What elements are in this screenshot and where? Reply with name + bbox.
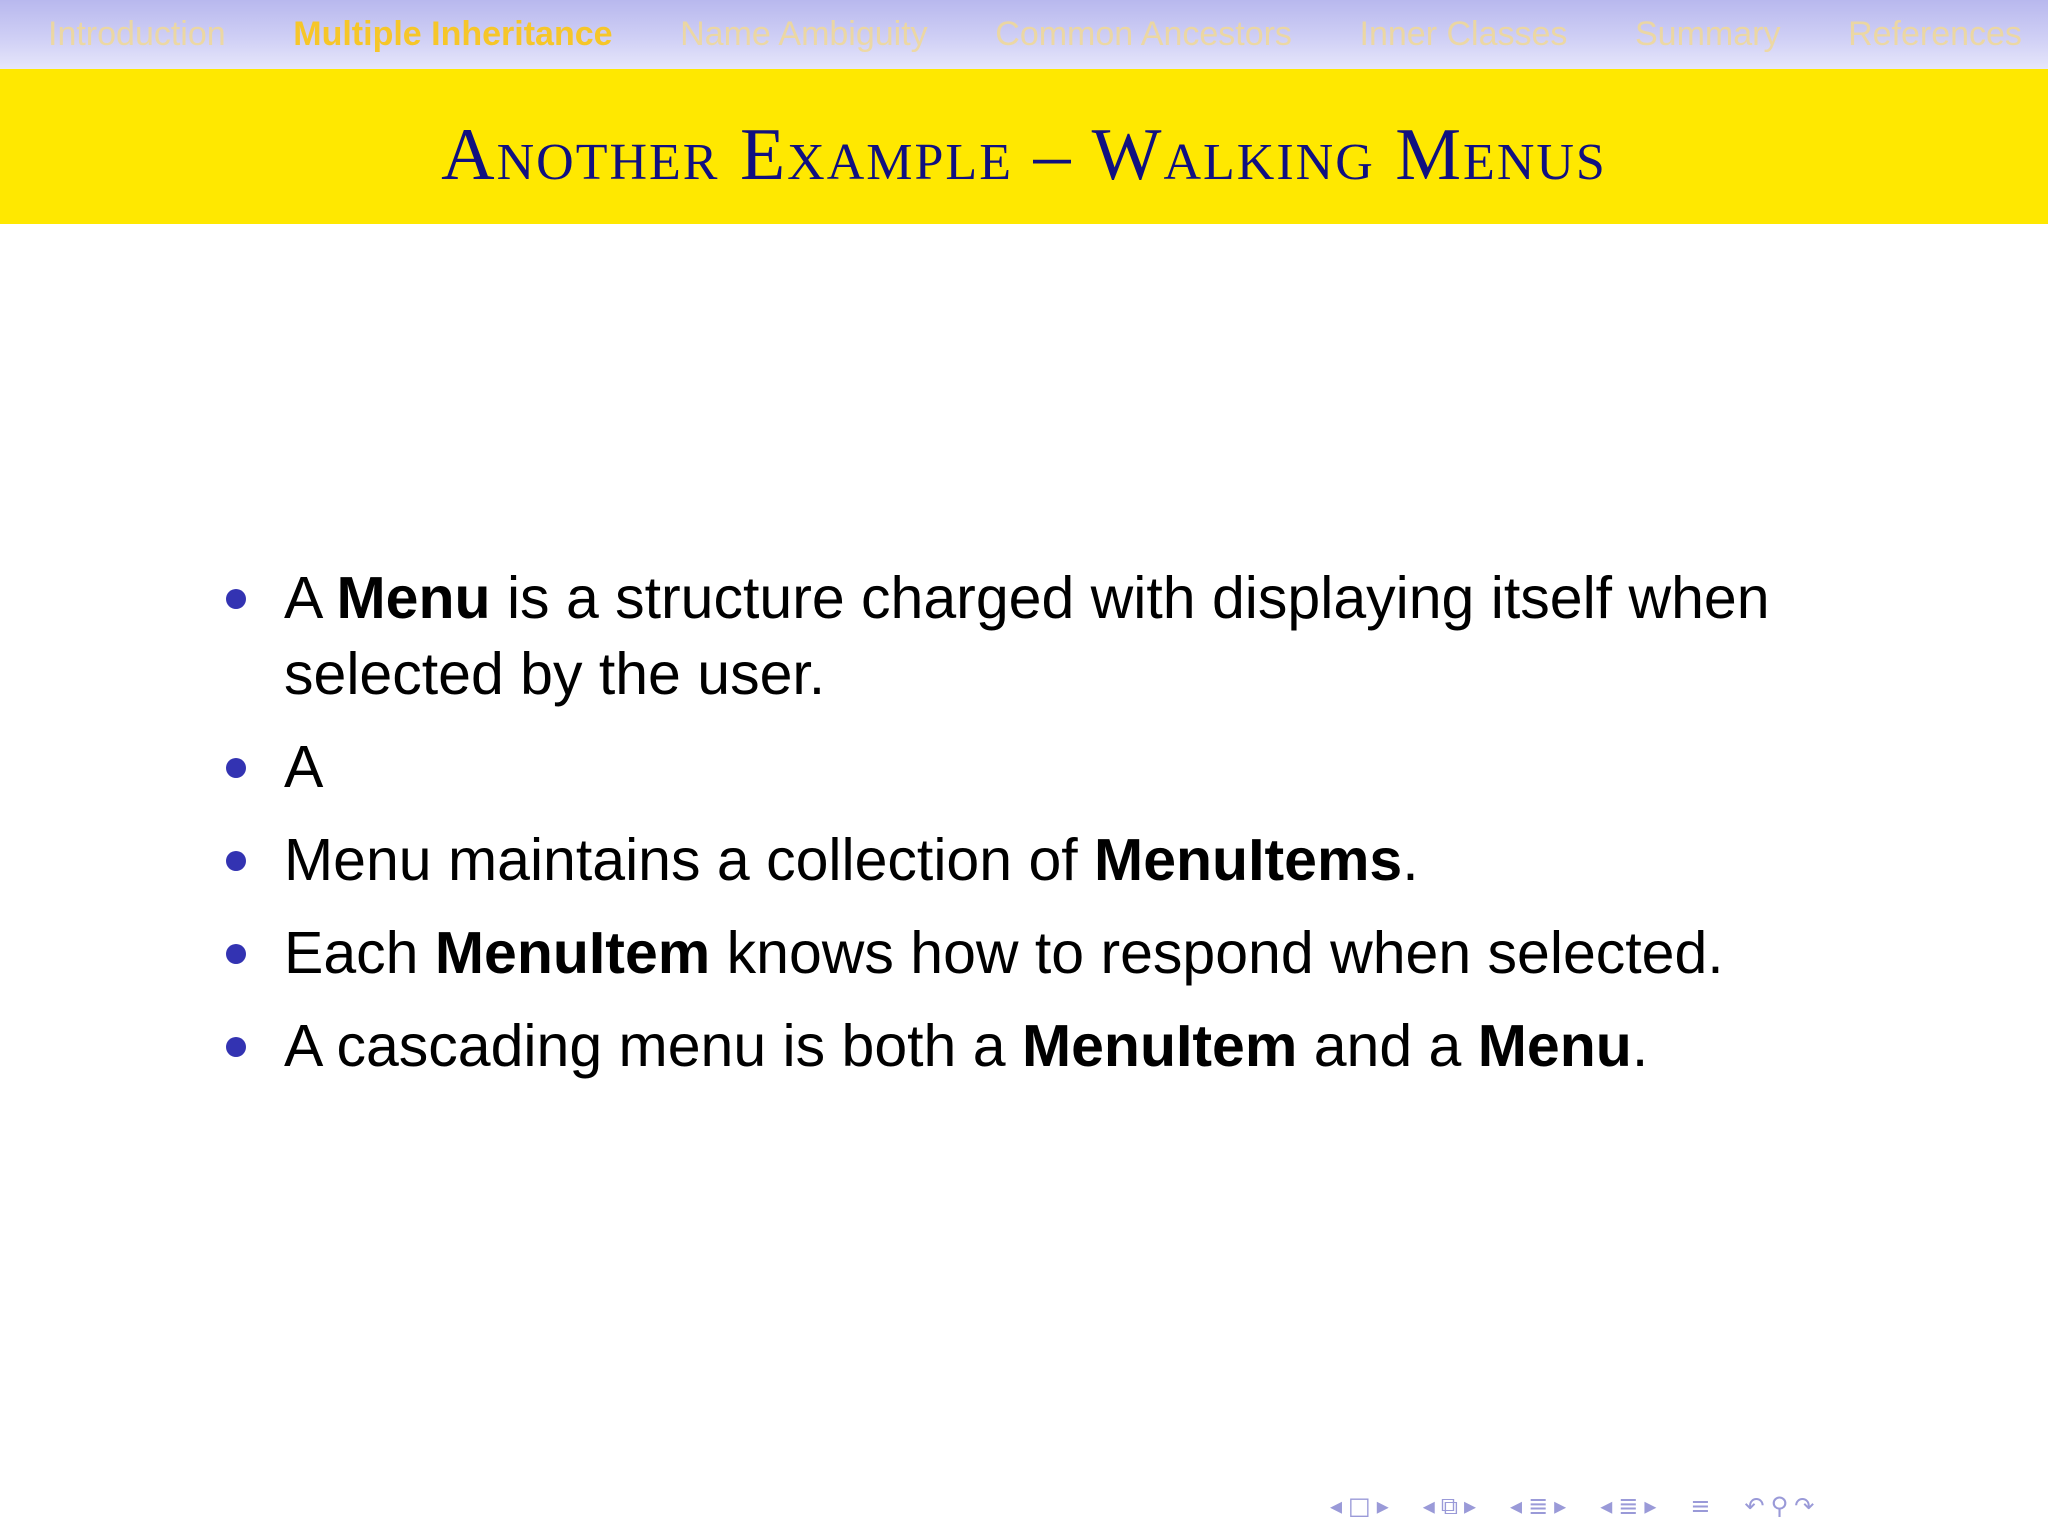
bullet-item bbox=[222, 1008, 1862, 1084]
bullet-keyword: Menu bbox=[336, 565, 491, 631]
arrow-left-icon[interactable]: ◂ bbox=[1600, 1492, 1613, 1520]
bullet-keyword: MenuItem bbox=[434, 920, 711, 986]
arrow-right-icon[interactable]: ▸ bbox=[1644, 1492, 1657, 1520]
bullet-text: Each bbox=[284, 920, 435, 986]
slide-content bbox=[222, 560, 1862, 1101]
nav-section-references[interactable]: References bbox=[1848, 15, 2022, 53]
frame-title-bar bbox=[0, 69, 2048, 224]
bullet-dot-icon bbox=[226, 1037, 246, 1057]
nav-section-name-ambiguity[interactable]: Name Ambiguity bbox=[680, 15, 928, 53]
nav-section-multiple-inheritance[interactable]: Multiple Inheritance bbox=[293, 15, 613, 53]
bullet-text: A bbox=[284, 734, 324, 800]
arrow-right-icon[interactable]: ▸ bbox=[1554, 1492, 1567, 1520]
bullet-item bbox=[222, 729, 1862, 805]
bullet-dot-icon bbox=[226, 589, 246, 609]
arrow-left-icon[interactable]: ◂ bbox=[1510, 1492, 1523, 1520]
arrow-right-icon[interactable]: ▸ bbox=[1463, 1492, 1477, 1520]
bullet-keyword: MenuItems bbox=[1094, 827, 1403, 893]
nav-section-summary[interactable]: Summary bbox=[1635, 15, 1781, 53]
bullet-keyword: MenuItem bbox=[1021, 1013, 1298, 1079]
subsection-icon[interactable]: ⧉ bbox=[1440, 1492, 1458, 1520]
zoom-icon[interactable]: ⚲ bbox=[1770, 1492, 1789, 1520]
arrow-right-icon[interactable]: ▸ bbox=[1376, 1492, 1389, 1520]
bullet-text: Menu maintains a collection of bbox=[284, 827, 1095, 893]
nav-section-common-ancestors[interactable]: Common Ancestors bbox=[995, 15, 1292, 53]
nav-section-introduction[interactable]: Introduction bbox=[48, 15, 226, 53]
bullet-item bbox=[222, 822, 1862, 898]
section-navbar bbox=[0, 0, 2048, 69]
undo-icon[interactable]: ↶ bbox=[1744, 1492, 1765, 1520]
frame-icon[interactable]: □ bbox=[1348, 1492, 1371, 1520]
arrow-left-icon[interactable]: ◂ bbox=[1330, 1492, 1343, 1520]
bullet-text: . bbox=[1402, 827, 1419, 893]
nav-section-inner-classes[interactable]: Inner Classes bbox=[1359, 15, 1568, 53]
bullet-dot-icon bbox=[226, 758, 246, 778]
bullet-text: is a structure charged with displaying itself when selected by the user. bbox=[284, 565, 1770, 707]
bullet-item bbox=[222, 560, 1862, 712]
bullet-dot-icon bbox=[226, 851, 246, 871]
bullet-text: knows how to respond when selected. bbox=[710, 920, 1724, 986]
beamer-navigation-symbols bbox=[1330, 1488, 2030, 1524]
frame-title: Another Example – Walking Menus bbox=[441, 114, 1607, 196]
bullet-text: . bbox=[1631, 1013, 1649, 1079]
bullet-text: A cascading menu is both a bbox=[284, 1013, 1022, 1079]
redo-icon[interactable]: ↷ bbox=[1794, 1492, 1815, 1520]
align-icon[interactable]: ≡ bbox=[1690, 1492, 1711, 1520]
bullet-list bbox=[222, 560, 1862, 1084]
bullet-text: A bbox=[284, 565, 337, 631]
section-icon[interactable]: ≣ bbox=[1528, 1492, 1549, 1520]
doc-icon[interactable]: ≣ bbox=[1618, 1492, 1639, 1520]
bullet-item bbox=[222, 915, 1862, 991]
arrow-left-icon[interactable]: ◂ bbox=[1422, 1492, 1435, 1520]
bullet-keyword: Menu bbox=[1477, 1013, 1632, 1079]
bullet-text: and a bbox=[1297, 1013, 1478, 1079]
bullet-dot-icon bbox=[226, 944, 246, 964]
